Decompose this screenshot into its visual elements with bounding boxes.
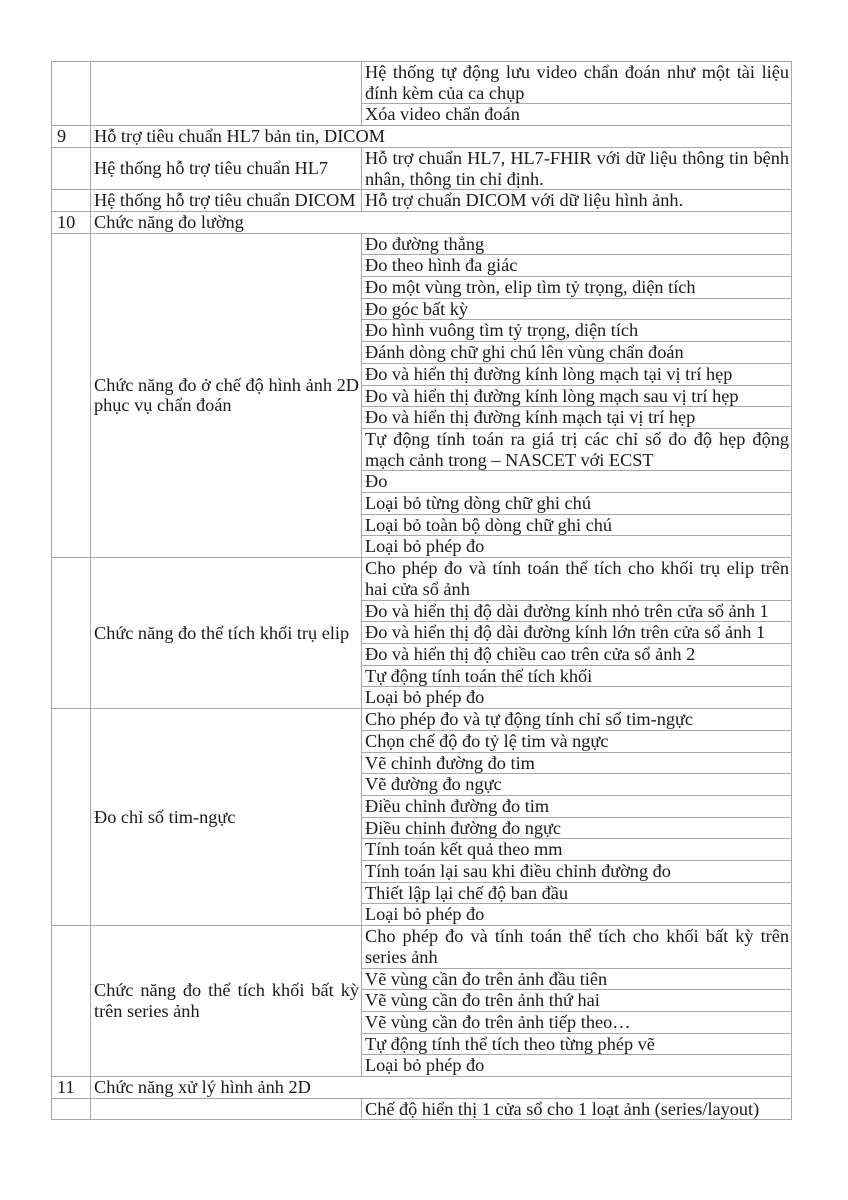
item-cell: Loại bỏ phép đo <box>362 687 792 709</box>
empty-feature-cell <box>91 1098 362 1120</box>
item-cell: Tự động tính thể tích theo từng phép vẽ <box>362 1033 792 1055</box>
item-cell: Đo và hiển thị đường kính lòng mạch tại vị trí hẹp <box>362 363 792 385</box>
item-cell: Đo theo hình đa giác <box>362 255 792 277</box>
empty-index-cell <box>52 190 91 212</box>
item-cell: Cho phép đo và tính toán thể tích cho khối trụ elip trên hai cửa sổ ảnh <box>362 558 792 600</box>
feature-specification-table <box>51 61 792 1120</box>
item-cell: Chế độ hiển thị 1 cửa sổ cho 1 loạt ảnh (series/layout) <box>362 1098 792 1120</box>
item-cell: Đo một vùng tròn, elip tìm tỷ trọng, diện tích <box>362 277 792 299</box>
item-cell: Tự động tính toán thể tích khối <box>362 665 792 687</box>
item-cell: Vẽ vùng cần đo trên ảnh tiếp theo… <box>362 1011 792 1033</box>
item-cell: Hỗ trợ chuẩn HL7, HL7-FHIR với dữ liệu thông tin bệnh nhân, thông tin chỉ định. <box>362 147 792 189</box>
item-cell: Loại bỏ từng dòng chữ ghi chú <box>362 493 792 515</box>
item-cell: Đo và hiển thị độ dài đường kính lớn trên cửa sổ ảnh 1 <box>362 622 792 644</box>
item-cell: Đo hình vuông tìm tỷ trọng, diện tích <box>362 320 792 342</box>
item-cell: Đánh dòng chữ ghi chú lên vùng chẩn đoán <box>362 342 792 364</box>
empty-index-cell <box>52 926 91 1077</box>
table-row <box>52 709 792 731</box>
empty-index-cell <box>52 558 91 709</box>
item-cell: Cho phép đo và tính toán thể tích cho khối bất kỳ trên series ảnh <box>362 926 792 968</box>
item-cell: Đo và hiển thị đường kính lòng mạch sau vị trí hẹp <box>362 385 792 407</box>
item-cell: Đo <box>362 471 792 493</box>
item-cell: Vẽ đường đo ngực <box>362 774 792 796</box>
feature-name: Chức năng đo ở chế độ hình ảnh 2D phục vụ chẩn đoán <box>91 233 362 558</box>
section-number: 11 <box>52 1077 91 1099</box>
empty-index-cell <box>52 62 91 126</box>
item-cell: Thiết lập lại chế độ ban đầu <box>362 882 792 904</box>
item-cell: Chọn chế độ đo tỷ lệ tim và ngực <box>362 730 792 752</box>
feature-name: Chức năng đo thể tích khối trụ elip <box>91 558 362 709</box>
table-row <box>52 1098 792 1120</box>
feature-name: Hệ thống hỗ trợ tiêu chuẩn DICOM <box>91 190 362 212</box>
item-cell: Đo và hiển thị đường kính mạch tại vị trí hẹp <box>362 407 792 429</box>
item-cell: Loại bỏ phép đo <box>362 536 792 558</box>
table-row <box>52 147 792 189</box>
item-cell: Hỗ trợ chuẩn DICOM với dữ liệu hình ảnh. <box>362 190 792 212</box>
item-cell: Điều chỉnh đường đo tim <box>362 795 792 817</box>
table-row <box>52 62 792 104</box>
table-row <box>52 233 792 255</box>
item-cell: Tự động tính toán ra giá trị các chỉ số đo độ hẹp động mạch cảnh trong – NASCET với ECST <box>362 428 792 470</box>
empty-feature-cell <box>91 62 362 126</box>
item-cell: Vẽ vùng cần đo trên ảnh đầu tiên <box>362 968 792 990</box>
section-header-row <box>52 211 792 233</box>
table-row <box>52 558 792 600</box>
section-number: 9 <box>52 126 91 148</box>
item-cell: Đo góc bất kỳ <box>362 298 792 320</box>
item-cell: Cho phép đo và tự động tính chỉ số tim-ngực <box>362 709 792 731</box>
table-row <box>52 926 792 968</box>
item-cell: Vẽ chỉnh đường đo tim <box>362 752 792 774</box>
section-title: Chức năng đo lường <box>91 211 792 233</box>
empty-index-cell <box>52 709 91 926</box>
feature-name: Chức năng đo thể tích khối bất kỳ trên series ảnh <box>91 926 362 1077</box>
item-cell: Xóa video chẩn đoán <box>362 104 792 126</box>
item-cell: Loại bỏ phép đo <box>362 1055 792 1077</box>
item-cell: Tính toán kết quả theo mm <box>362 839 792 861</box>
section-title: Chức năng xử lý hình ảnh 2D <box>91 1077 792 1099</box>
empty-index-cell <box>52 147 91 189</box>
section-number: 10 <box>52 211 91 233</box>
item-cell: Tính toán lại sau khi điều chỉnh đường đo <box>362 861 792 883</box>
item-cell: Hệ thống tự động lưu video chẩn đoán như một tài liệu đính kèm của ca chụp <box>362 62 792 104</box>
feature-name: Hệ thống hỗ trợ tiêu chuẩn HL7 <box>91 147 362 189</box>
feature-name: Đo chỉ số tim-ngực <box>91 709 362 926</box>
empty-index-cell <box>52 1098 91 1120</box>
section-header-row <box>52 1077 792 1099</box>
section-title: Hỗ trợ tiêu chuẩn HL7 bản tin, DICOM <box>91 126 792 148</box>
item-cell: Vẽ vùng cần đo trên ảnh thứ hai <box>362 990 792 1012</box>
item-cell: Đo đường thẳng <box>362 233 792 255</box>
item-cell: Đo và hiển thị độ dài đường kính nhỏ trên cửa sổ ảnh 1 <box>362 600 792 622</box>
section-header-row <box>52 126 792 148</box>
item-cell: Loại bỏ toàn bộ dòng chữ ghi chú <box>362 514 792 536</box>
empty-index-cell <box>52 233 91 558</box>
item-cell: Điều chỉnh đường đo ngực <box>362 817 792 839</box>
table-row <box>52 190 792 212</box>
item-cell: Loại bỏ phép đo <box>362 904 792 926</box>
item-cell: Đo và hiển thị độ chiều cao trên cửa sổ ảnh 2 <box>362 643 792 665</box>
